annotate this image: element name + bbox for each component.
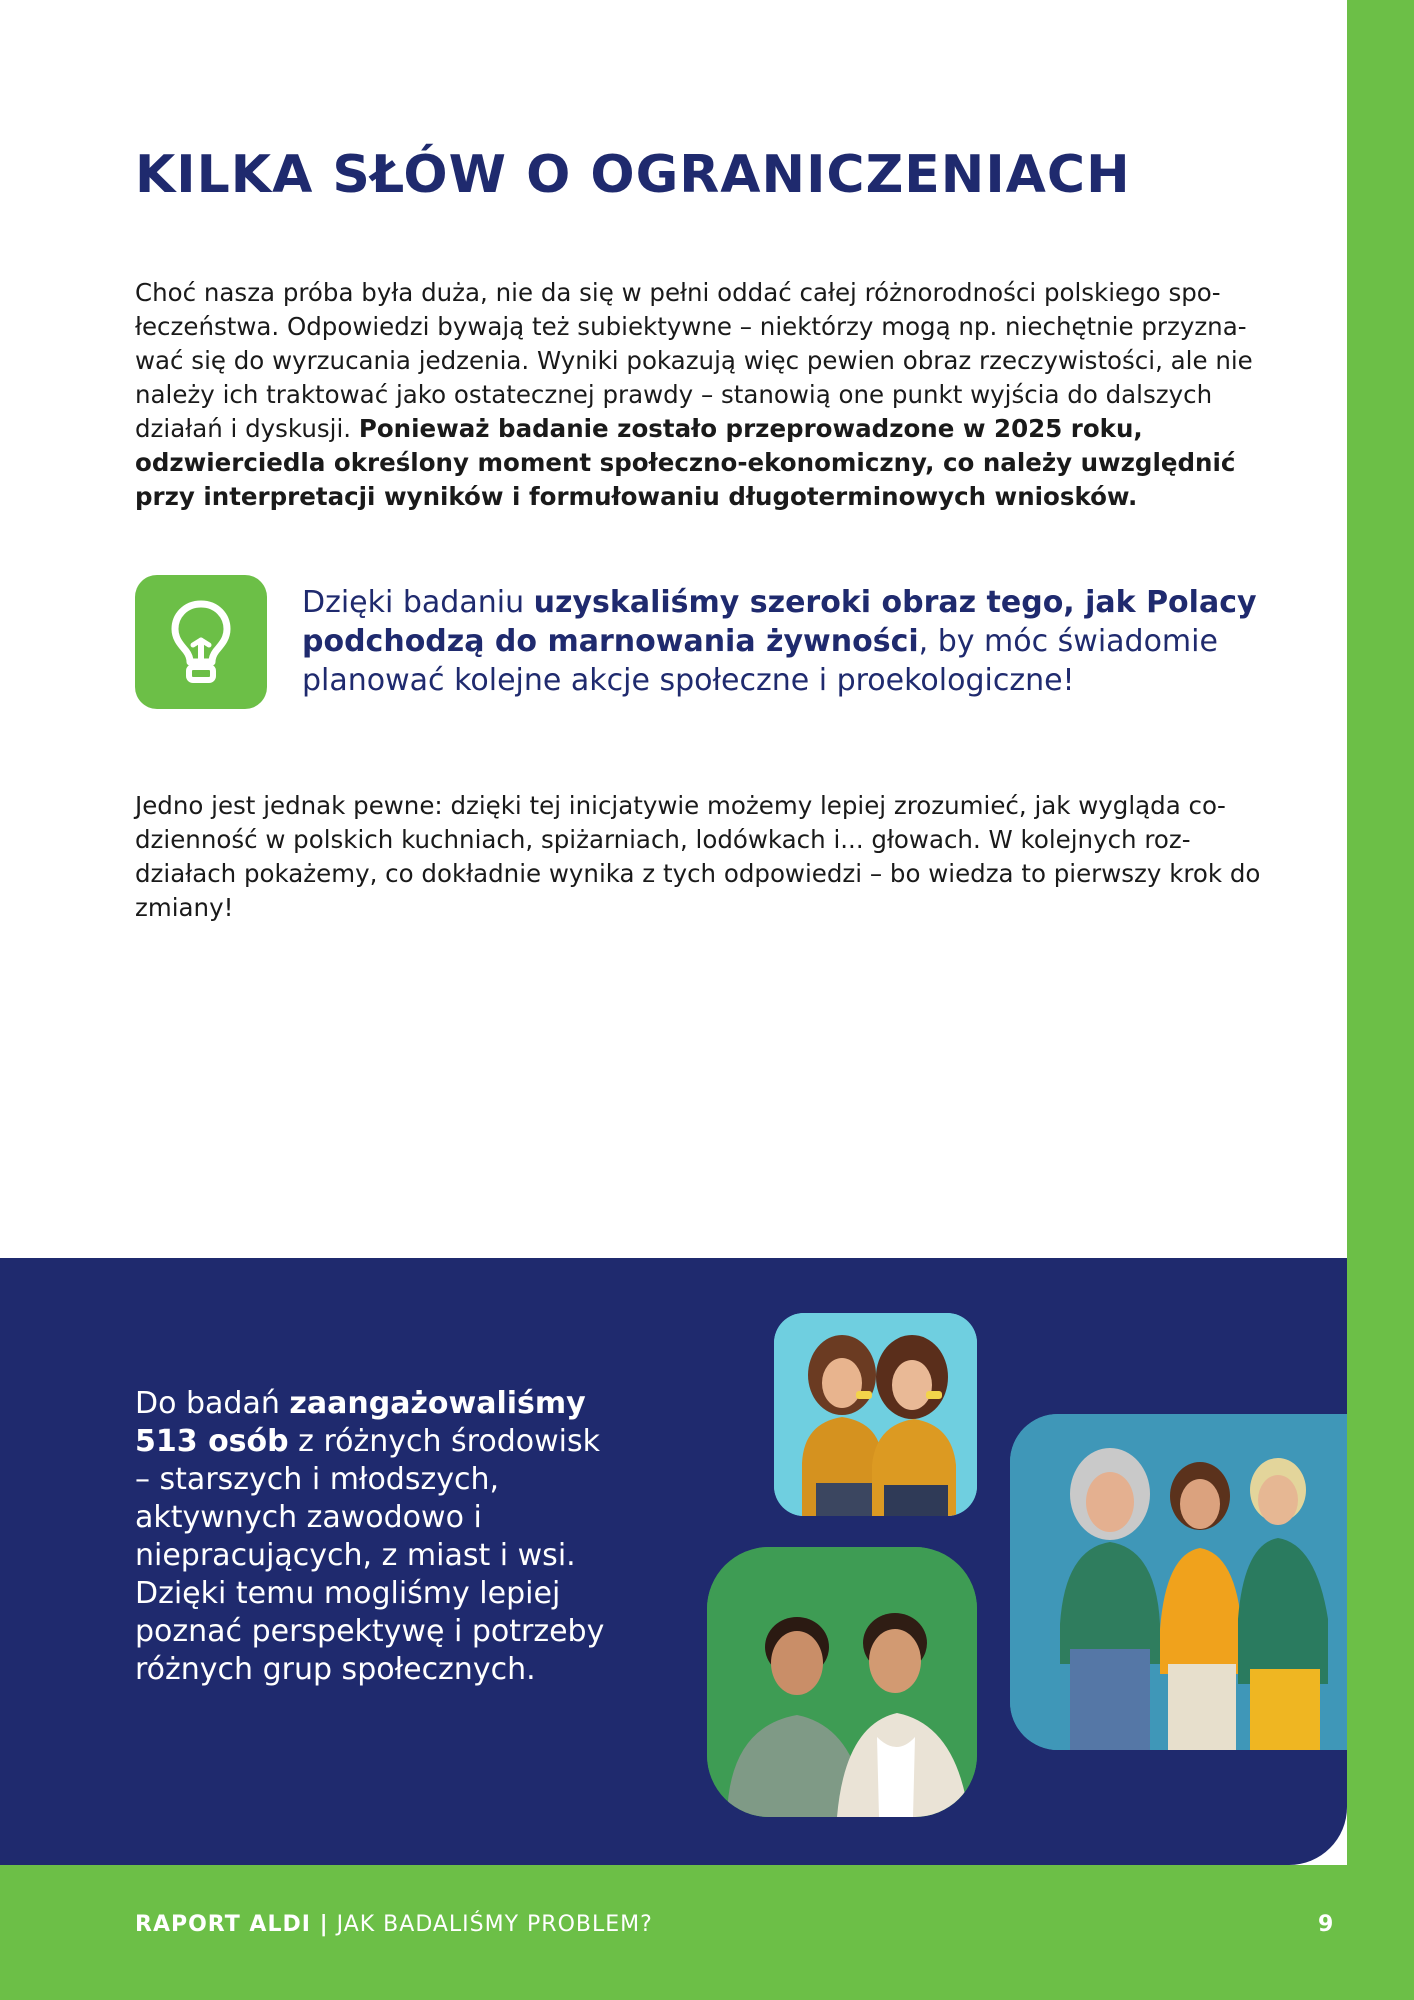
conclusion-paragraph: Jedno jest jednak pewne: dzięki tej inicjatywie możemy lepiej zrozumieć, jak wygląda codzienność w polskich kuchniach, spiżarniach, lodówkach i... głowach. W kolejnych rozdziałach pokażemy, co dokładnie wynika z tych odpowiedzi – bo wiedza to pierwszy krok do zmiany! — [135, 791, 1261, 922]
callout-bold: uzyskaliśmy szeroki obraz tego, jak Polacy podchodzą do marnowania żywności — [302, 585, 1257, 659]
participants-part-1: Do badań — [135, 1386, 290, 1421]
participants-part-3: z różnych środowisk – starszych i młodszych, aktywnych zawodowo i niepracujących, z miast i wsi. Dzięki temu mogliśmy lepiej poznać perspektywę i potrzeby różnych grup społecznych. — [135, 1424, 605, 1687]
footer-title — [135, 1912, 653, 1937]
right-accent-strip — [1347, 0, 1414, 2000]
footer-brand: RAPORT ALDI | — [135, 1912, 329, 1937]
callout-part-1: Dzięki badaniu — [302, 585, 534, 620]
lightbulb-icon — [135, 575, 267, 709]
footer-section: JAK BADALIŚMY PROBLEM? — [328, 1912, 653, 1937]
photo-two-men — [707, 1547, 977, 1817]
page-title: KILKA SŁÓW O OGRANICZENIACH — [135, 145, 1131, 205]
page-number: 9 — [1318, 1912, 1334, 1937]
intro-text: Choć nasza próba była duża, nie da się w pełni oddać całej różnorodności polskiego społeczeństwa. Odpowiedzi bywają też subiektywne – niektórzy mogą np. niechętnie przyznawać się do wyrzucania jedzenia. Wyniki pokazują więc pewien obraz rzeczywistości, ale nie należy ich traktować jako ostatecznej prawdy – stanowią one punkt wyjścia do dalszych działań i dyskusji. — [135, 278, 1253, 443]
participants-text — [135, 1385, 605, 1689]
intro-paragraph — [135, 276, 1280, 514]
photo-three-women — [1010, 1414, 1347, 1750]
callout-text — [302, 583, 1262, 700]
participants-bold: zaangażowaliśmy 513 osób — [135, 1386, 586, 1459]
callout-part-3: , by móc świadomie planować kolejne akcje społeczne i proekologiczne! — [302, 624, 1218, 698]
photo-two-women — [774, 1313, 977, 1516]
intro-bold-text: Ponieważ badanie zostało przeprowadzone w 2025 roku, odzwierciedla określony moment społeczno-ekonomiczny, co należy uwzględnić przy interpretacji wyników i formułowaniu długoterminowych wniosków. — [135, 414, 1236, 511]
